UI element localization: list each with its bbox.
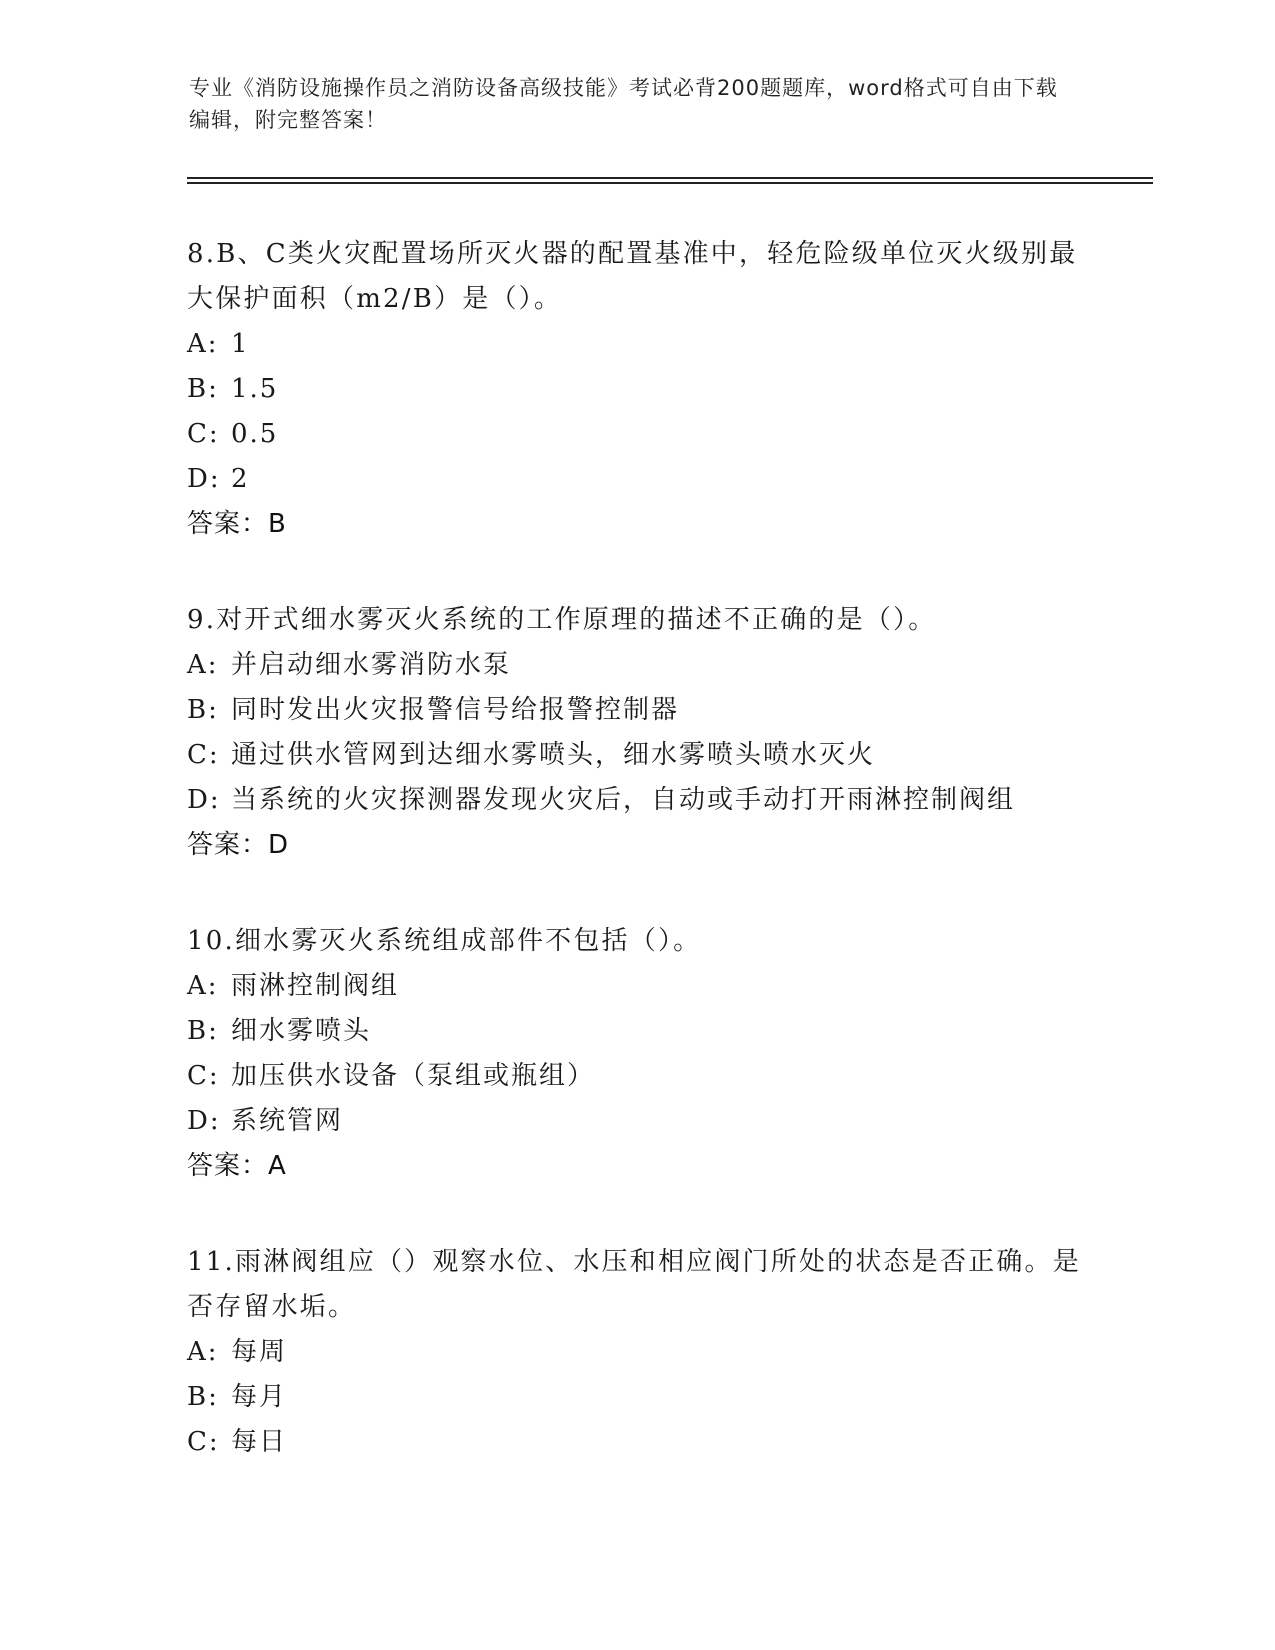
option-text: 并启动细水雾消防水泵: [231, 650, 512, 680]
question-9: [187, 598, 1087, 868]
document-header: 专业《消防设施操作员之消防设备高级技能》考试必背200题题库，word格式可自由下载编辑，附完整答案！: [189, 76, 1058, 132]
option-letter: D:: [187, 464, 221, 494]
option-letter: A:: [187, 650, 219, 680]
option-letter: A:: [187, 971, 219, 1001]
option-b: [187, 688, 1087, 733]
option-letter: B:: [187, 1016, 219, 1046]
option-text: 1.5: [231, 374, 279, 404]
option-c: [187, 412, 1087, 457]
option-text: 系统管网: [231, 1106, 344, 1136]
answer-label: 答案：A: [187, 1151, 287, 1181]
question-list: [187, 232, 1087, 1516]
answer-label: 答案：B: [187, 509, 287, 539]
option-text: 每日: [231, 1427, 288, 1457]
option-letter: C:: [187, 1427, 220, 1457]
option-c: [187, 1420, 1087, 1465]
option-text: 加压供水设备（泵组或瓶组）: [231, 1061, 596, 1091]
option-text: 每月: [231, 1382, 288, 1412]
question-stem: 11.雨淋阀组应（）观察水位、水压和相应阀门所处的状态是否正确。是否存留水垢。: [187, 1247, 1081, 1322]
option-letter: B:: [187, 695, 219, 725]
option-text: 2: [231, 464, 250, 494]
question-stem: 10.细水雾灭火系统组成部件不包括（）。: [187, 926, 702, 956]
option-text: 雨淋控制阀组: [231, 971, 400, 1001]
question-10: [187, 919, 1087, 1189]
option-a: [187, 964, 1087, 1009]
option-a: [187, 1330, 1087, 1375]
option-b: [187, 1375, 1087, 1420]
option-letter: C:: [187, 1061, 220, 1091]
option-letter: A:: [187, 329, 219, 359]
header-divider-bottom: [187, 182, 1153, 184]
option-c: [187, 733, 1087, 778]
option-text: 当系统的火灾探测器发现火灾后，自动或手动打开雨淋控制阀组: [231, 785, 1016, 815]
option-d: [187, 1099, 1087, 1144]
option-text: 每周: [231, 1337, 288, 1367]
header-divider-top: [187, 177, 1153, 179]
option-letter: C:: [187, 419, 220, 449]
option-b: [187, 367, 1087, 412]
question-stem: 8.B、C类火灾配置场所灭火器的配置基准中，轻危险级单位灭火级别最大保护面积（m2/B）是（）。: [187, 239, 1078, 314]
answer-label: 答案：D: [187, 830, 290, 860]
option-text: 1: [231, 329, 250, 359]
option-d: [187, 778, 1087, 823]
option-text: 细水雾喷头: [231, 1016, 372, 1046]
option-letter: B:: [187, 374, 219, 404]
option-text: 通过供水管网到达细水雾喷头，细水雾喷头喷水灭火: [231, 740, 876, 770]
option-a: [187, 322, 1087, 367]
option-a: [187, 643, 1087, 688]
option-letter: A:: [187, 1337, 219, 1367]
question-stem: 9.对开式细水雾灭火系统的工作原理的描述不正确的是（）。: [187, 605, 937, 635]
option-c: [187, 1054, 1087, 1099]
option-letter: B:: [187, 1382, 219, 1412]
option-b: [187, 1009, 1087, 1054]
option-letter: C:: [187, 740, 220, 770]
option-text: 0.5: [231, 419, 279, 449]
option-d: [187, 457, 1087, 502]
option-letter: D:: [187, 1106, 221, 1136]
question-11: [187, 1240, 1087, 1465]
question-8: [187, 232, 1087, 547]
option-text: 同时发出火灾报警信号给报警控制器: [231, 695, 680, 725]
option-letter: D:: [187, 785, 221, 815]
